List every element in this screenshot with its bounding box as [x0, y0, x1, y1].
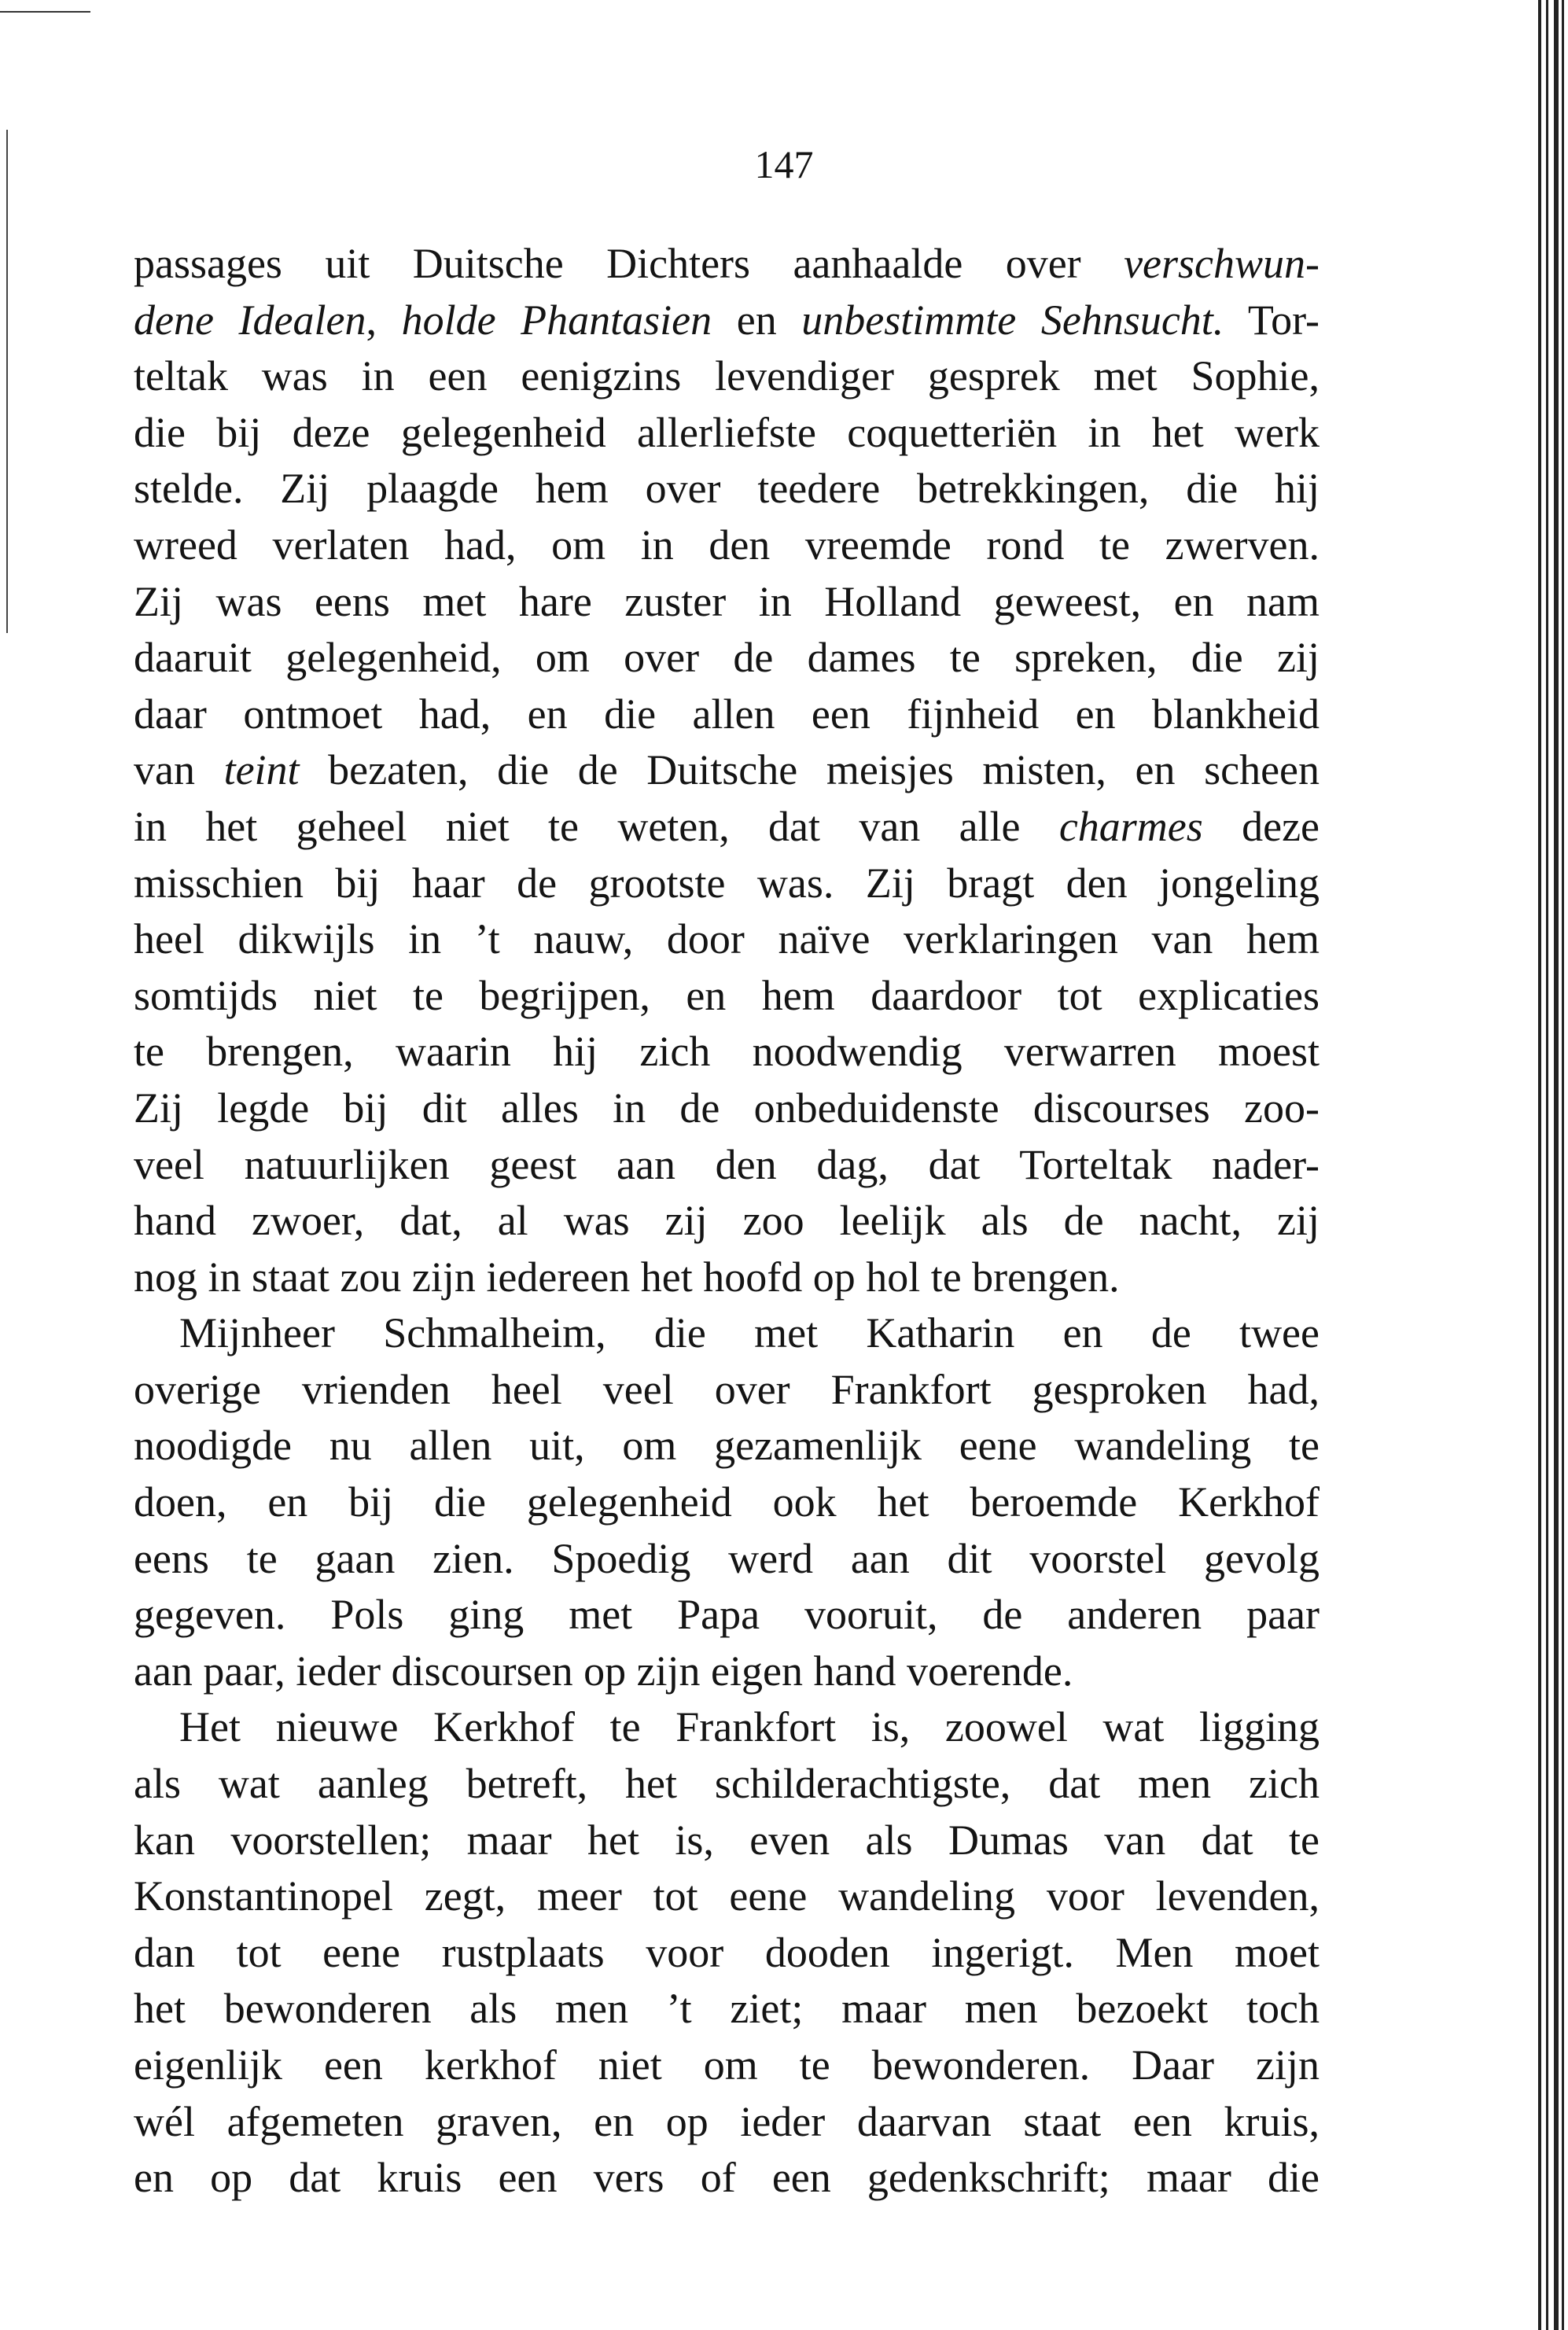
italic-text: teint [223, 746, 300, 794]
text-segment: somtijds niet te begrijpen, en hem daardoor tot explicaties [134, 971, 1320, 1019]
text-line [134, 742, 1320, 799]
text-segment: nog in staat zou zijn iedereen het hoofd op hol te brengen. [134, 1253, 1120, 1301]
text-segment: deze [1202, 802, 1320, 850]
text-segment: Zij was eens met hare zuster in Holland geweest, en nam [134, 577, 1320, 625]
text-segment: wél afgemeten graven, en op ieder daarvan staat een kruis, [134, 2097, 1320, 2145]
text-segment: van [134, 746, 224, 794]
text-line [134, 2037, 1320, 2094]
text-line [134, 236, 1320, 293]
text-line [134, 1137, 1320, 1194]
text-line [134, 1699, 1320, 1756]
italic-text: charmes [1058, 802, 1203, 850]
text-segment: veel natuurlijken geest aan den dag, dat Torteltak nader- [134, 1140, 1320, 1188]
body-text [134, 236, 1320, 2207]
text-line [134, 1813, 1320, 1869]
text-line [134, 1756, 1320, 1813]
text-line [134, 911, 1320, 968]
scan-edge-line [6, 130, 8, 633]
page-edge-line [1562, 0, 1564, 2330]
text-segment: als wat aanleg betreft, het schilderachtigste, dat men zich [134, 1760, 1320, 1808]
text-segment: misschien bij haar de grootste was. Zij bragt den jongeling [134, 859, 1320, 907]
text-line [134, 630, 1320, 686]
text-segment: overige vrienden heel veel over Frankfort gesproken had, [134, 1365, 1320, 1413]
text-line [134, 293, 1320, 349]
text-segment: bezaten, die de Duitsche meisjes misten, en scheen [299, 746, 1320, 794]
text-segment: , [366, 296, 402, 344]
text-line [134, 968, 1320, 1025]
text-segment: heel dikwijls in ’t nauw, door naïve verklaringen van hem [134, 915, 1320, 963]
text-segment: Het nieuwe Kerkhof te Frankfort is, zoowel wat ligging [179, 1703, 1320, 1751]
text-line [134, 2094, 1320, 2151]
text-line [134, 799, 1320, 856]
text-line [134, 1868, 1320, 1925]
text-segment: dan tot eene rustplaats voor dooden ingerigt. Men moet [134, 1928, 1320, 1976]
page-edge-line [1538, 0, 1541, 2330]
text-segment: daaruit gelegenheid, om over de dames te spreken, die zij [134, 634, 1320, 682]
text-line [134, 686, 1320, 743]
text-segment: aan paar, ieder discoursen op zijn eigen hand voerende. [134, 1647, 1073, 1695]
italic-text: unbestimmte Sehnsucht. [801, 296, 1224, 344]
text-segment: die bij deze gelegenheid allerliefste coquetteriën in het werk [134, 408, 1320, 456]
text-line [134, 1531, 1320, 1588]
text-segment: passages uit Duitsche Dichters aanhaalde over [134, 240, 1124, 287]
text-line [134, 1587, 1320, 1644]
text-segment: kan voorstellen; maar het is, even als Dumas van dat te [134, 1816, 1320, 1864]
text-line [134, 1981, 1320, 2037]
text-line [134, 1418, 1320, 1474]
italic-text: verschwun- [1124, 240, 1320, 287]
text-segment: gegeven. Pols ging met Papa vooruit, de anderen paar [134, 1591, 1320, 1639]
text-line [134, 1362, 1320, 1419]
text-segment: teltak was in een eenigzins levendiger gesprek met Sophie, [134, 352, 1320, 400]
text-line [134, 348, 1320, 405]
text-segment: doen, en bij die gelegenheid ook het beroemde Kerkhof [134, 1478, 1320, 1526]
text-segment: stelde. Zij plaagde hem over teedere betrekkingen, die hij [134, 465, 1320, 513]
text-line [134, 1925, 1320, 1982]
scan-edge-line [0, 11, 90, 13]
page-number: 147 [754, 142, 814, 186]
italic-text: holde Phantasien [401, 296, 712, 344]
text-line [134, 405, 1320, 462]
page-edge-line [1554, 0, 1559, 2330]
text-line [134, 461, 1320, 517]
text-segment: in het geheel niet te weten, dat van alle [134, 802, 1059, 850]
italic-text: dene Idealen [134, 296, 366, 344]
text-line [134, 856, 1320, 912]
text-segment: hand zwoer, dat, al was zij zoo leelijk als de nacht, zij [134, 1197, 1320, 1245]
text-line [134, 574, 1320, 631]
text-segment: eens te gaan zien. Spoedig werd aan dit voorstel gevolg [134, 1534, 1320, 1582]
text-line [134, 1024, 1320, 1080]
page-edge-line [1546, 0, 1548, 2330]
text-segment: en op dat kruis een vers of een gedenkschrift; maar die [134, 2154, 1320, 2202]
text-segment: Tor- [1224, 296, 1320, 344]
text-segment: noodigde nu allen uit, om gezamenlijk eene wandeling te [134, 1422, 1320, 1470]
text-segment: Zij legde bij dit alles in de onbeduidenste discourses zoo- [134, 1084, 1320, 1132]
text-line [134, 1080, 1320, 1137]
text-line [134, 1474, 1320, 1531]
text-segment: daar ontmoet had, en die allen een fijnheid en blankheid [134, 690, 1320, 738]
text-segment: eigenlijk een kerkhof niet om te bewonderen. Daar zijn [134, 2041, 1320, 2089]
text-line [134, 1305, 1320, 1362]
text-line [134, 2150, 1320, 2207]
text-segment: en [712, 296, 802, 344]
text-segment: Mijnheer Schmalheim, die met Katharin en de twee [179, 1309, 1320, 1357]
text-line [134, 1644, 1320, 1700]
text-segment: het bewonderen als men ’t ziet; maar men bezoekt toch [134, 1985, 1320, 2033]
text-line [134, 1193, 1320, 1250]
text-line [134, 1250, 1320, 1306]
text-segment: Konstantinopel zegt, meer tot eene wandeling voor levenden, [134, 1872, 1320, 1920]
text-segment: te brengen, waarin hij zich noodwendig verwarren moest [134, 1028, 1320, 1076]
text-segment: wreed verlaten had, om in den vreemde rond te zwerven. [134, 521, 1320, 569]
text-line [134, 517, 1320, 574]
